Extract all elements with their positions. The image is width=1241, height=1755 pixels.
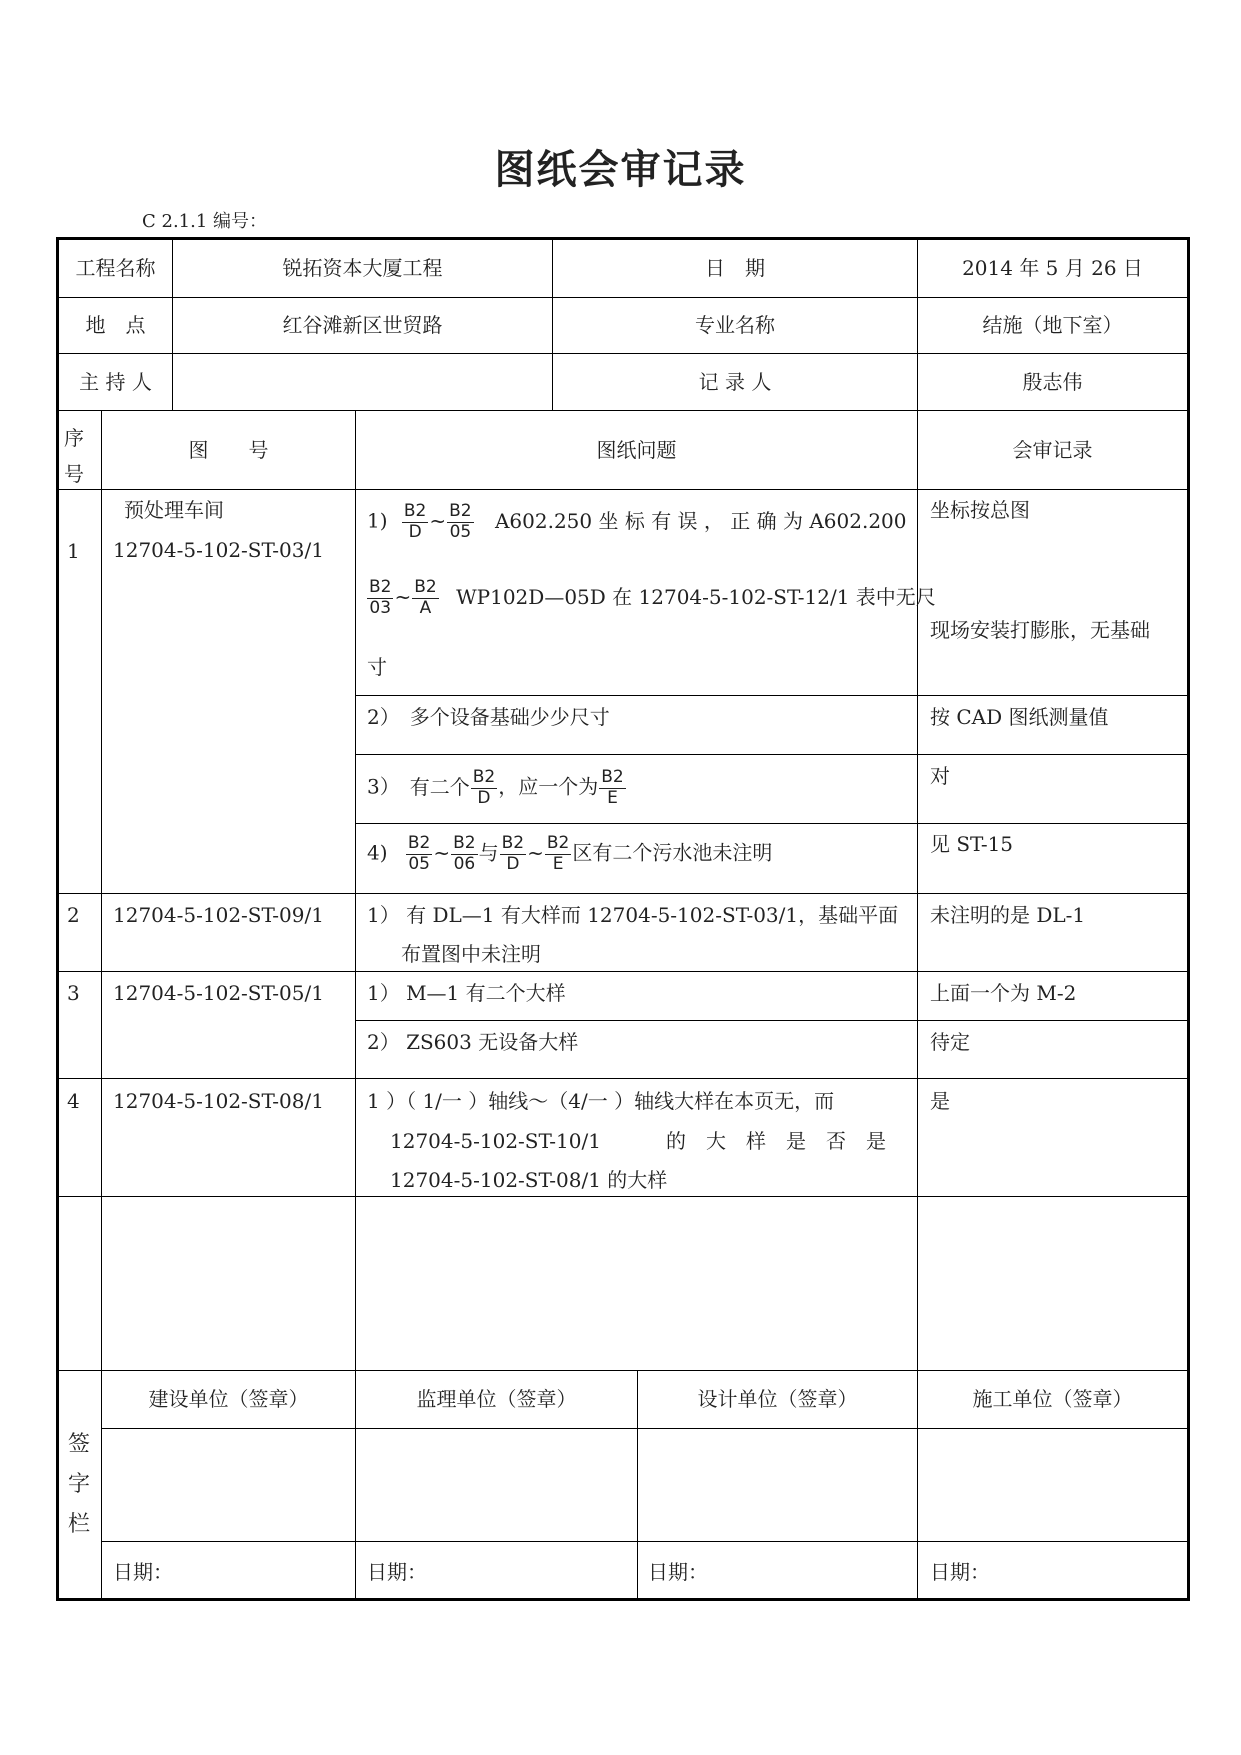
issue-line: 1 ）（ 1/一 ）轴线～（4/一 ）轴线大样在本页无，而	[367, 1089, 835, 1113]
issue-line: 12704-5-102-ST-08/1 的大样	[390, 1168, 668, 1192]
row-seq: 4	[67, 1089, 80, 1113]
signature-date-label: 日期：	[648, 1560, 708, 1584]
record-value: 见 ST-15	[930, 832, 1014, 856]
issue-item-1-line-2: $\frac{B2}{03}$ ~ $\frac{B2}{A}$ WP102D—05D 在 12704-5-102-ST-12/1 表中无尺	[369, 577, 936, 618]
signature-date-label: 日期：	[930, 1560, 990, 1584]
record-value: 现场安装打膨胀，无基础	[930, 618, 1150, 642]
issue-item-4: 4) $\frac{B2}{05}$ ~ $\frac{B2}{06}$ 与 $\frac{B2}{D}$ ~ $\frac{B2}{E}$ 区有二个污水池未注明	[367, 833, 773, 874]
signature-unit-contractor: 施工单位（签章）	[972, 1387, 1133, 1411]
signature-unit-construction: 建设单位（签章）	[148, 1387, 309, 1411]
axis-fraction: $\frac{B2}{D}$	[472, 767, 496, 808]
record-value: 是	[930, 1089, 950, 1113]
issue-item-2: 2） 多个设备基础少少尺寸	[367, 705, 610, 729]
signature-unit-supervision: 监理单位（签章）	[416, 1387, 577, 1411]
axis-fraction: $\frac{B2}{D}$	[403, 501, 427, 542]
signature-date-label: 日期：	[367, 1560, 427, 1584]
column-header-seq: 序号	[64, 426, 84, 486]
drawing-name: 预处理车间	[124, 498, 224, 522]
specialty-label: 专业名称	[695, 313, 775, 337]
axis-fraction: $\frac{B2}{06}$	[453, 833, 476, 874]
row-seq: 3	[67, 981, 80, 1005]
issue-item-3: 3） 有二个 $\frac{B2}{D}$ ，应一个为 $\frac{B2}{E}$	[367, 767, 624, 808]
record-value: 按 CAD 图纸测量值	[930, 705, 1109, 729]
item-prefix: 1)	[367, 508, 388, 533]
signature-side-label: 签字栏	[68, 1432, 91, 1537]
date-value: 2014 年 5 月 26 日	[962, 256, 1143, 280]
drawing-number: 12704-5-102-ST-03/1	[113, 538, 324, 562]
specialty-value: 结施（地下室）	[982, 313, 1123, 337]
recorder-label: 记 录 人	[698, 370, 772, 394]
record-value: 坐标按总图	[930, 498, 1030, 522]
column-header-record: 会审记录	[1012, 438, 1093, 462]
drawing-number: 12704-5-102-ST-05/1	[113, 981, 324, 1005]
axis-fraction: $\frac{B2}{A}$	[414, 577, 437, 618]
column-header-issue: 图纸问题	[596, 438, 677, 462]
column-header-drawing: 图 号	[188, 438, 269, 462]
record-value: 未注明的是 DL-1	[930, 903, 1086, 927]
signature-unit-design: 设计单位（签章）	[697, 1387, 858, 1411]
document-code: C 2.1.1 编号：	[142, 211, 268, 232]
host-label: 主 持 人	[79, 370, 152, 394]
project-name-value: 锐拓资本大厦工程	[282, 256, 443, 280]
recorder-value: 殷志伟	[1022, 370, 1083, 394]
record-value: 待定	[930, 1030, 970, 1054]
row-seq: 2	[67, 903, 80, 927]
row-seq: 1	[67, 539, 80, 563]
drawing-number: 12704-5-102-ST-09/1	[113, 903, 324, 927]
axis-fraction: $\frac{B2}{03}$	[369, 577, 392, 618]
location-value: 红谷滩新区世贸路	[282, 313, 443, 337]
signature-date-label: 日期：	[113, 1560, 173, 1584]
date-label: 日 期	[705, 256, 765, 280]
record-value: 上面一个为 M-2	[930, 981, 1077, 1005]
project-name-label: 工程名称	[75, 256, 156, 280]
drawing-number: 12704-5-102-ST-08/1	[113, 1089, 324, 1113]
issue-item-1-line-3: 寸	[367, 655, 387, 679]
issue-item-1-line-1: 1) $\frac{B2}{D}$ ~ $\frac{B2}{05}$ A602.250 坐 标 有 误 ， 正 确 为 A602.200	[367, 501, 907, 542]
record-value: 对	[930, 764, 950, 788]
issue-line: 2） ZS603 无设备大样	[367, 1030, 579, 1054]
axis-fraction: $\frac{B2}{D}$	[501, 833, 525, 874]
issue-line: 12704-5-102-ST-10/1	[390, 1129, 601, 1153]
issue-line: 1） M—1 有二个大样	[367, 981, 566, 1005]
issue-line: 布置图中未注明	[401, 942, 541, 966]
axis-fraction: $\frac{B2}{05}$	[407, 833, 431, 874]
location-label: 地 点	[85, 313, 146, 337]
issue-line: 1） 有 DL—1 有大样而 12704-5-102-ST-03/1，基础平面	[367, 903, 899, 927]
axis-fraction: $\frac{B2}{E}$	[601, 767, 624, 808]
page-title: 图纸会审记录	[494, 146, 747, 193]
issue-line: 的 大 样 是 否 是	[666, 1129, 886, 1153]
axis-fraction: $\frac{B2}{E}$	[546, 833, 570, 874]
axis-fraction: $\frac{B2}{05}$	[449, 501, 472, 542]
